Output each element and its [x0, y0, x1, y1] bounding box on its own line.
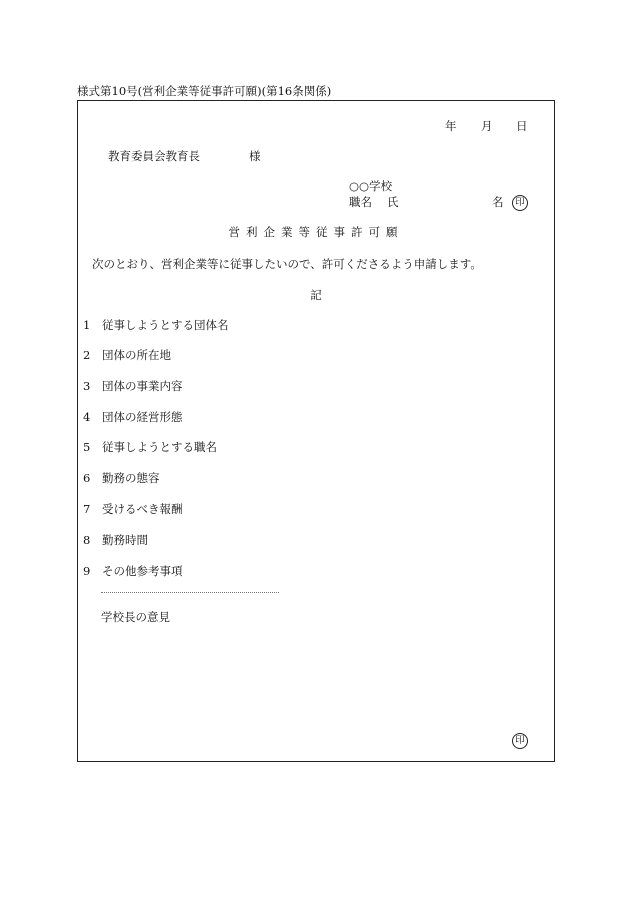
document-title: 営利企業等従事許可願: [228, 225, 404, 239]
item-label: 団体の経営形態: [102, 410, 183, 424]
list-item: [83, 535, 148, 547]
applicant-name-suffix: 名: [492, 195, 504, 209]
list-item: [83, 350, 171, 362]
item-label: 勤務時間: [102, 533, 148, 547]
date-year: 年: [445, 119, 457, 133]
ki-heading: 記: [310, 288, 322, 302]
item-number: 2: [83, 348, 91, 362]
item-label: 団体の事業内容: [102, 379, 183, 393]
item-number: 9: [83, 564, 91, 578]
item-label: 受けるべき報酬: [102, 502, 183, 516]
list-item: [83, 442, 217, 454]
list-item: [83, 320, 229, 332]
list-item: [83, 566, 183, 578]
list-item: [83, 473, 160, 485]
applicant-school: ○○学校: [349, 179, 393, 193]
item-number: 5: [83, 440, 91, 454]
item-number: 7: [83, 502, 91, 516]
addressee: 教育委員会教育長: [108, 149, 200, 163]
item-label: 団体の所在地: [102, 348, 171, 362]
list-item: [83, 412, 183, 424]
item-number: 8: [83, 533, 91, 547]
request-text: 次のとおり、営利企業等に従事したいので、許可くださるよう申請します。: [92, 257, 482, 271]
applicant-name-label: 氏: [387, 195, 399, 209]
applicant-title-label: 職名: [349, 195, 372, 209]
list-item: [83, 504, 183, 516]
item-number: 1: [83, 318, 91, 332]
applicant-seal-icon: 印: [512, 195, 528, 211]
item-label: 勤務の態容: [102, 471, 160, 485]
honorific: 様: [249, 149, 261, 163]
item-label: その他参考事項: [102, 564, 183, 578]
item-number: 6: [83, 471, 91, 485]
application-form: [77, 100, 555, 762]
principal-opinion-label: 学校長の意見: [101, 610, 170, 624]
date-day: 日: [516, 119, 528, 133]
list-item: [83, 381, 183, 393]
form-caption: 様式第10号(営利企業等従事許可願)(第16条関係): [77, 84, 332, 98]
section-divider: [101, 592, 279, 593]
item-number: 4: [83, 410, 91, 424]
date-month: 月: [481, 119, 493, 133]
item-label: 従事しようとする団体名: [102, 318, 229, 332]
item-label: 従事しようとする職名: [102, 440, 217, 454]
principal-seal-icon: 印: [512, 733, 528, 749]
item-number: 3: [83, 379, 91, 393]
